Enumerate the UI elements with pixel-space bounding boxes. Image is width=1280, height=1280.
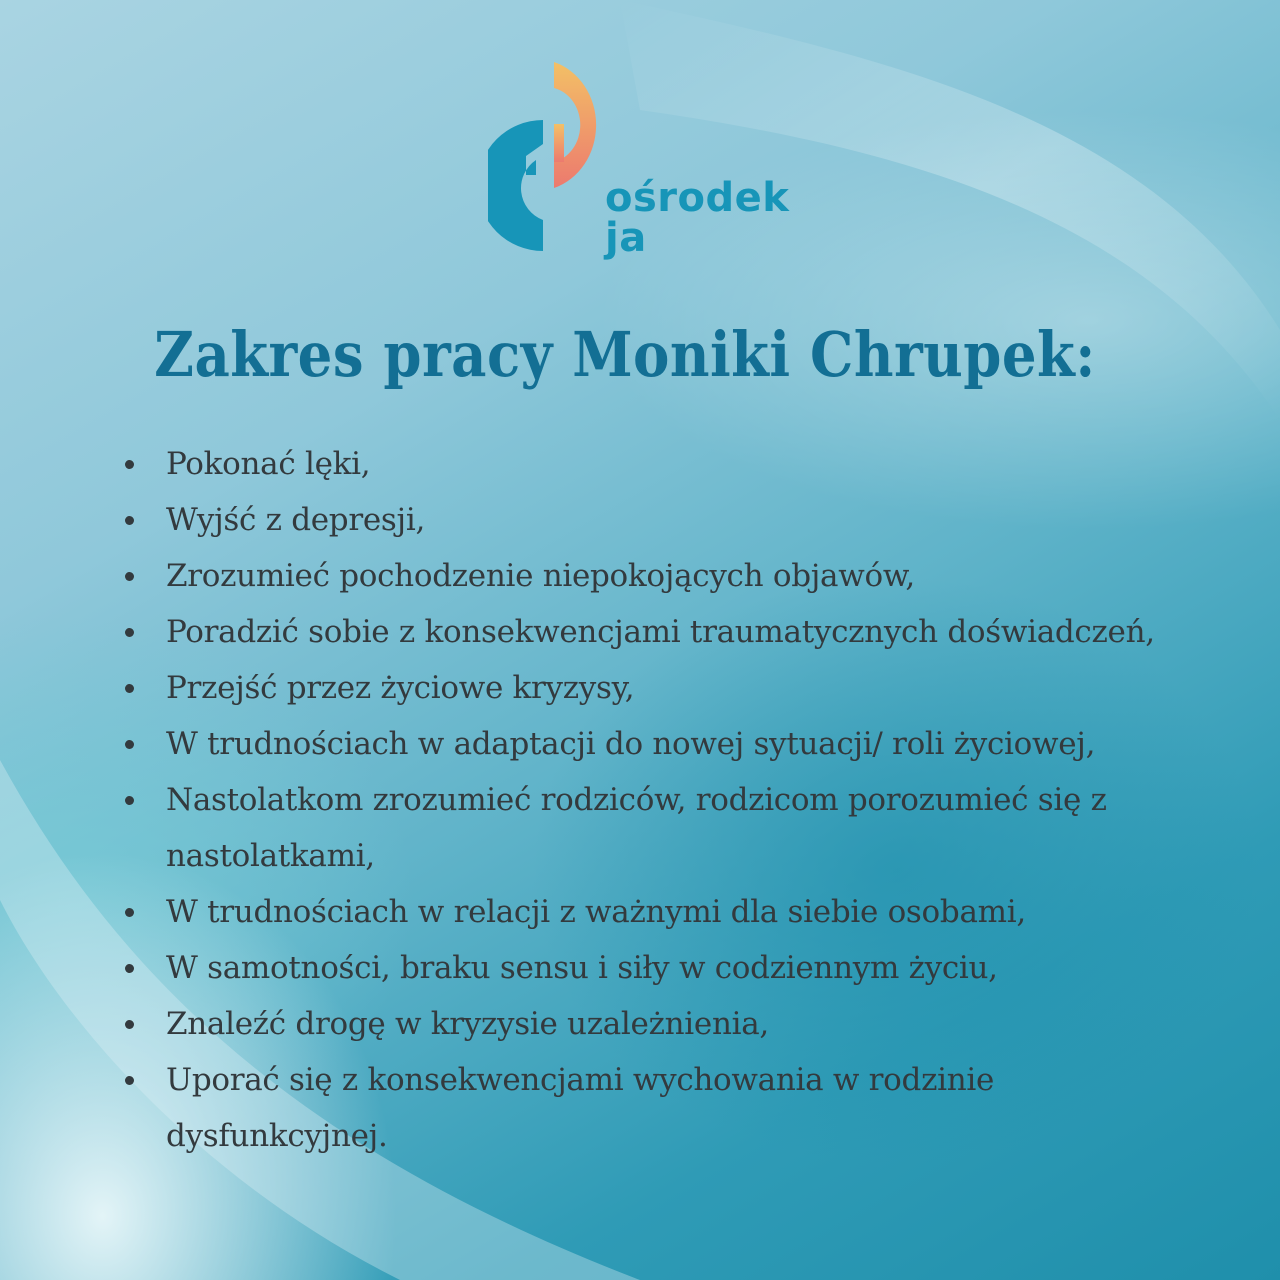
bullet-icon: [125, 1076, 134, 1085]
list-item-text: Przejść przez życiowe kryzysy,: [166, 670, 635, 706]
list-item-text: W samotności, braku sensu i siły w codziennym życiu,: [166, 950, 998, 986]
list-item-text: Znaleźć drogę w kryzysie uzależnienia,: [166, 1006, 769, 1042]
list-item: [112, 436, 1162, 492]
list-item-text: Pokonać lęki,: [166, 446, 371, 482]
logo-mark-icon: [488, 60, 608, 260]
services-list: [112, 436, 1162, 1164]
list-item-text: Poradzić sobie z konsekwencjami traumatycznych doświadczeń,: [166, 614, 1155, 650]
list-item: [112, 716, 1162, 772]
bullet-icon: [125, 516, 134, 525]
page-title: Zakres pracy Moniki Chrupek:: [154, 318, 1096, 391]
list-item-text: W trudnościach w relacji z ważnymi dla siebie osobami,: [166, 894, 1026, 930]
bullet-icon: [125, 684, 134, 693]
list-item: [112, 1052, 1162, 1164]
bullet-icon: [125, 964, 134, 973]
logo-wordmark: [605, 175, 790, 261]
logo: [488, 60, 798, 280]
logo-line1: ośrodek: [605, 175, 790, 221]
bullet-icon: [125, 740, 134, 749]
list-item-text: Nastolatkom zrozumieć rodziców, rodzicom porozumieć się z nastolatkami,: [166, 782, 1107, 874]
logo-line2: ja: [605, 215, 647, 261]
list-item: [112, 884, 1162, 940]
list-item: [112, 996, 1162, 1052]
list-item-text: Zrozumieć pochodzenie niepokojących objawów,: [166, 558, 915, 594]
bullet-icon: [125, 1020, 134, 1029]
bullet-icon: [125, 628, 134, 637]
list-item-text: Wyjść z depresji,: [166, 502, 426, 538]
list-item: [112, 660, 1162, 716]
list-item: [112, 940, 1162, 996]
list-item: [112, 492, 1162, 548]
bullet-icon: [125, 908, 134, 917]
list-item: [112, 548, 1162, 604]
bullet-icon: [125, 796, 134, 805]
list-item-text: W trudnościach w adaptacji do nowej sytuacji/ roli życiowej,: [166, 726, 1096, 762]
bullet-icon: [125, 460, 134, 469]
bullet-icon: [125, 572, 134, 581]
list-item-text: Uporać się z konsekwencjami wychowania w rodzinie dysfunkcyjnej.: [166, 1062, 995, 1154]
list-item: [112, 772, 1162, 884]
list-item: [112, 604, 1162, 660]
